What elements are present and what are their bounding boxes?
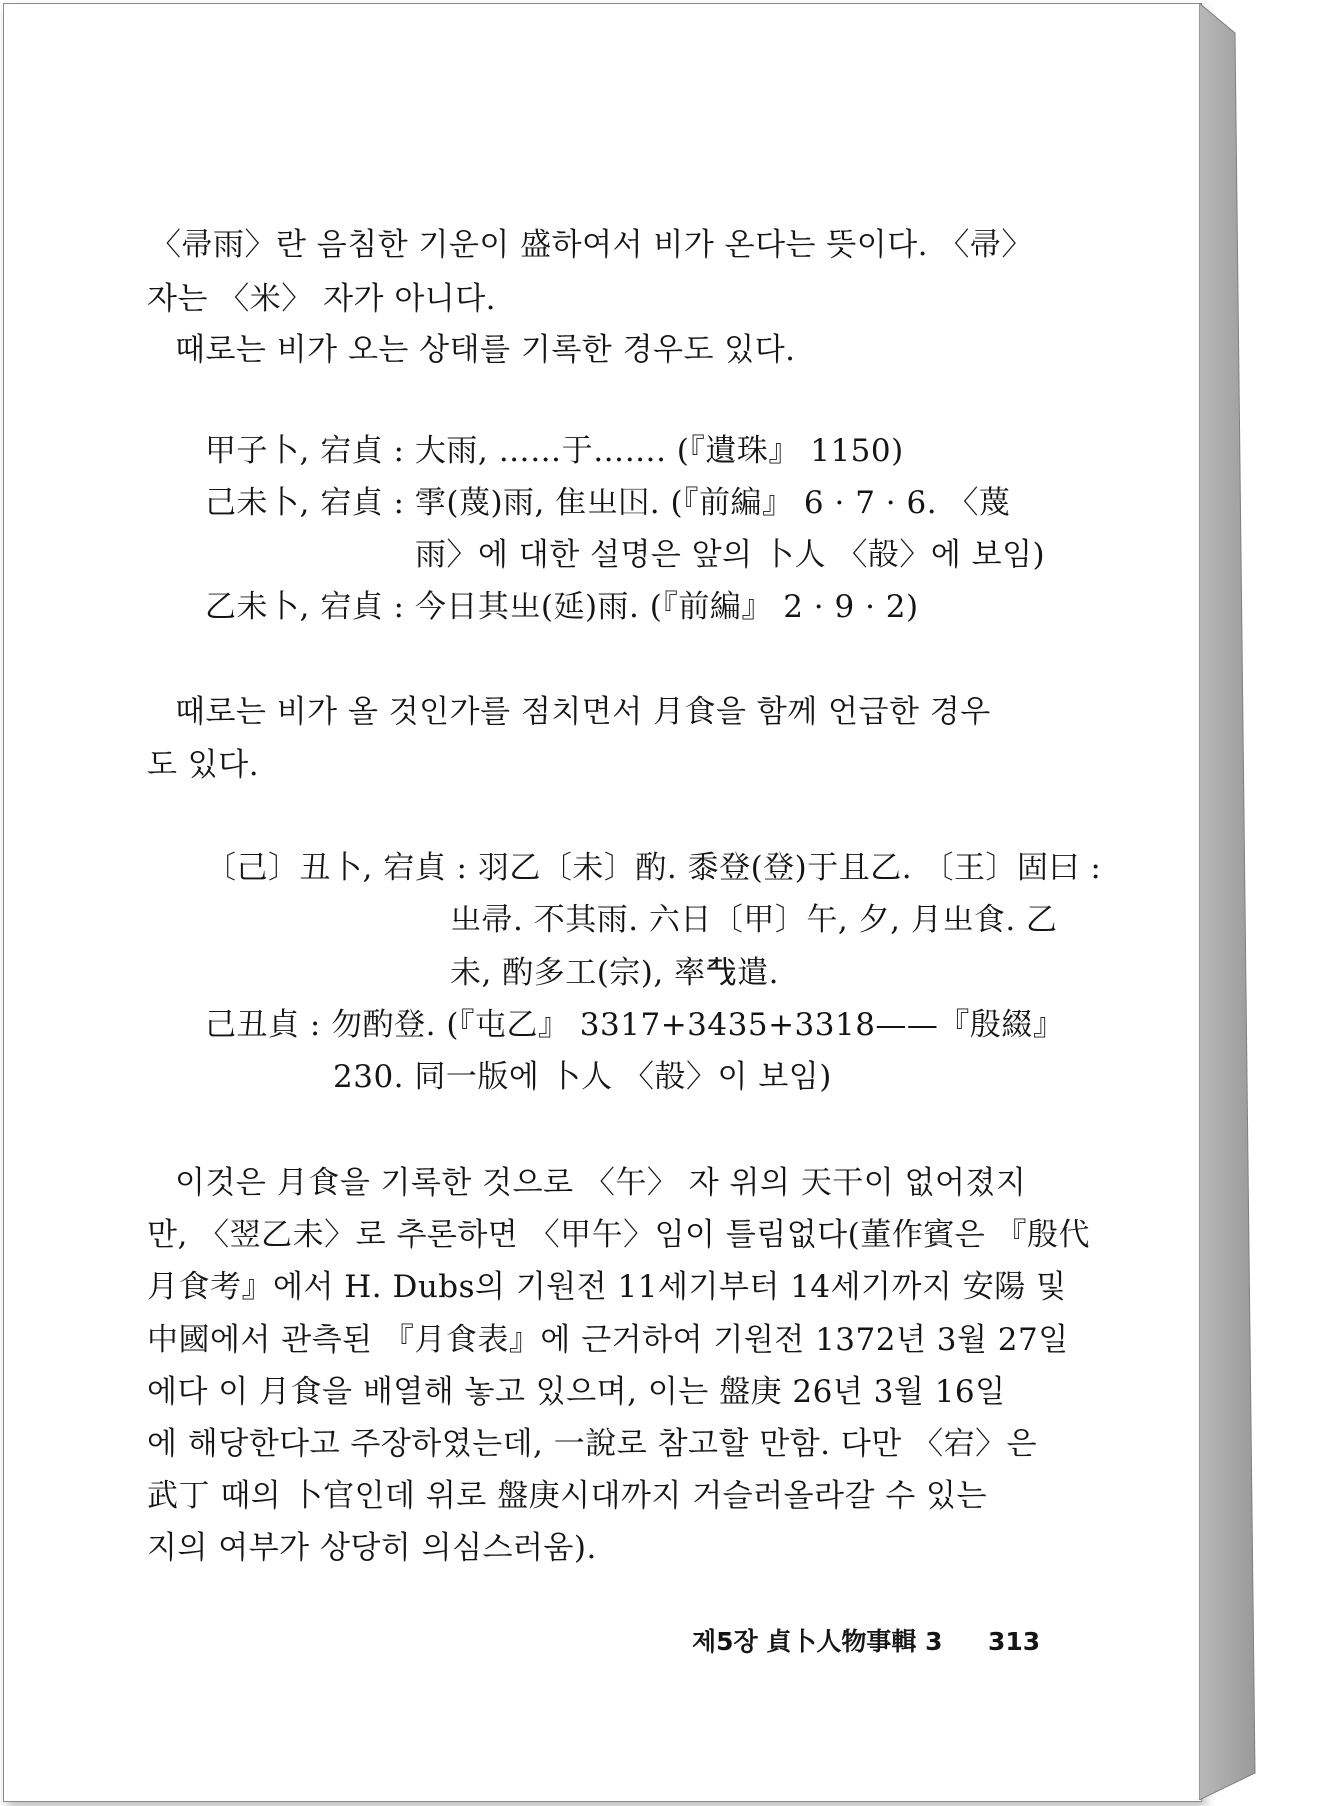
paragraph-3-line-8: 지의 여부가 상당히 의심스러움). [147, 1530, 597, 1566]
paragraph-2-line-2: 도 있다. [147, 747, 260, 783]
paragraph-3-line-1: 이것은 月食을 기록한 것으로 〈午〉 자 위의 天干이 없어졌지 [175, 1165, 1027, 1201]
paragraph-3-line-2: 만, 〈翌乙未〉로 추론하면 〈甲午〉임이 틀림없다(董作賓은 『殷代 [147, 1217, 1091, 1253]
paragraph-3-line-7: 武丁 때의 卜官인데 위로 盤庚시대까지 거슬러올라갈 수 있는 [147, 1478, 987, 1514]
page-number: 313 [988, 1627, 1041, 1656]
paragraph-2-line-1: 때로는 비가 올 것인가를 점치면서 月食을 함께 언급한 경우 [175, 694, 991, 730]
paragraph-3-line-5: 에다 이 月食을 배열해 놓고 있으며, 이는 盤庚 26년 3월 16일 [147, 1374, 1006, 1410]
paragraph-1-line-1: 〈帚雨〉란 음침한 기운이 盛하여서 비가 온다는 뜻이다. 〈帚〉 [150, 227, 1033, 263]
quote-2-line-1: 〔己〕丑卜, 宕貞 : 羽乙〔未〕酌. 黍登(登)于且乙. 〔王〕固曰 : [205, 850, 1102, 886]
paragraph-3-line-3: 月食考』에서 H. Dubs의 기원전 11세기부터 14세기까지 安陽 및 [147, 1269, 1067, 1305]
quote-1-line-2: 己未卜, 宕貞 : 𩁹(蔑)雨, 隹㞢𡆥. (『前編』 6 · 7 · 6. 〈蔑 [205, 485, 1011, 521]
paragraph-1-line-3: 때로는 비가 오는 상태를 기록한 경우도 있다. [175, 332, 796, 368]
quote-2-line-3: 未, 酌多工(宗), 率𢦔遣. [450, 955, 779, 991]
running-head: 제5장 貞卜人物事輯 3 [692, 1627, 943, 1656]
quote-2-line-5: 230. 同一版에 卜人 〈㱿〉이 보임) [333, 1059, 832, 1095]
page-edge-shading [1199, 3, 1256, 1800]
quote-1-line-1: 甲子卜, 宕貞 : 大雨, ……于……. (『遺珠』 1150) [205, 433, 904, 469]
paragraph-3-line-4: 中國에서 관측된 『月食表』에 근거하여 기원전 1372년 3월 27일 [147, 1322, 1069, 1358]
quote-1-line-4: 乙未卜, 宕貞 : 今日其㞢(延)雨. (『前編』 2 · 9 · 2) [205, 589, 919, 625]
paragraph-1-line-2: 자는 〈米〉 자가 아니다. [147, 281, 497, 317]
quote-2-line-4: 己丑貞 : 勿酌登. (『屯乙』 3317+3435+3318——『殷綴』 [205, 1007, 1065, 1043]
quote-1-line-3: 雨〉에 대한 설명은 앞의 卜人 〈㱿〉에 보임) [415, 537, 1046, 573]
quote-2-line-2: 㞢帚. 不其雨. 六日〔甲〕午, 夕, 月㞢食. 乙 [450, 902, 1058, 938]
paragraph-3-line-6: 에 해당한다고 주장하였는데, 一說로 참고할 만함. 다만 〈宕〉은 [147, 1426, 1038, 1462]
